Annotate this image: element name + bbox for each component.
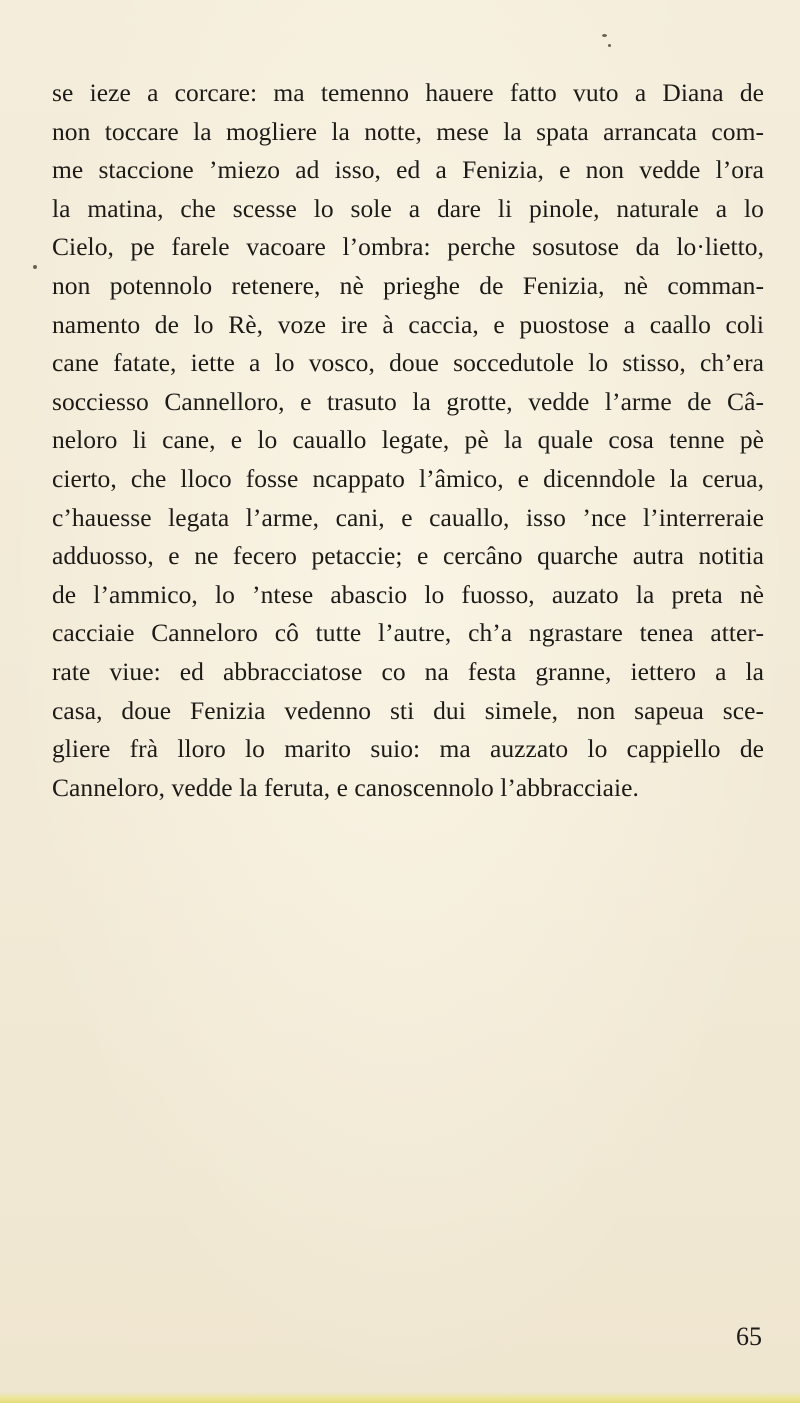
text-line: gliere frà lloro lo marito suio: ma auzzato lo cappiello de xyxy=(52,734,764,764)
text-line: se ieze a corcare: ma temenno hauere fatto vuto a Diana de xyxy=(52,78,764,107)
ink-speck xyxy=(602,34,607,37)
text-line: neloro li cane, e lo cauallo legate, pè la quale cosa tenne pè xyxy=(52,425,764,455)
body-text xyxy=(52,74,764,807)
text-line: namento de lo Rè, voze ire à caccia, e puostose a caallo coli xyxy=(52,309,764,339)
text-line: Cielo, pe farele vacoare l’ombra: perche sosutose da lo·lietto, xyxy=(52,232,764,262)
page-number: 65 xyxy=(736,1322,762,1351)
text-line: c’hauesse legata l’arme, cani, e cauallo, isso ’nce l’interreraie xyxy=(52,502,764,532)
ink-speck xyxy=(608,44,611,47)
text-line: casa, doue Fenizia vedenno sti dui simele, non sapeua sce- xyxy=(52,695,764,725)
text-line: rate viue: ed abbracciatose co na festa granne, iettero a la xyxy=(52,656,764,686)
ink-speck xyxy=(33,265,37,269)
text-line: cane fatate, iette a lo vosco, doue soccedutole lo stisso, ch’era xyxy=(52,348,764,378)
text-line: non toccare la mogliere la notte, mese la spata arrancata com- xyxy=(52,116,764,146)
text-line: cierto, che lloco fosse ncappato l’âmico, e dicenndole la cerua, xyxy=(52,463,764,493)
text-line: de l’ammico, lo ’ntese abascio lo fuosso, auzato la preta nè xyxy=(52,579,764,609)
text-line: adduosso, e ne fecero petaccie; e cercâno quarche autra notitia xyxy=(52,541,764,571)
text-line: me staccione ’miezo ad isso, ed a Fenizia, e non vedde l’ora xyxy=(52,155,764,185)
text-line: socciesso Cannelloro, e trasuto la grotte, vedde l’arme de Câ- xyxy=(52,386,764,416)
text-line: Canneloro, vedde la feruta, e canoscennolo l’abbracciaie. xyxy=(52,772,639,802)
text-line: cacciaie Canneloro cô tutte l’autre, ch’a ngrastare tenea atter- xyxy=(52,618,764,648)
text-line: non potennolo retenere, nè prieghe de Fenizia, nè comman- xyxy=(52,270,764,300)
page-bottom-edge xyxy=(0,1392,800,1403)
text-line: la matina, che scesse lo sole a dare li pinole, naturale a lo xyxy=(52,193,764,223)
